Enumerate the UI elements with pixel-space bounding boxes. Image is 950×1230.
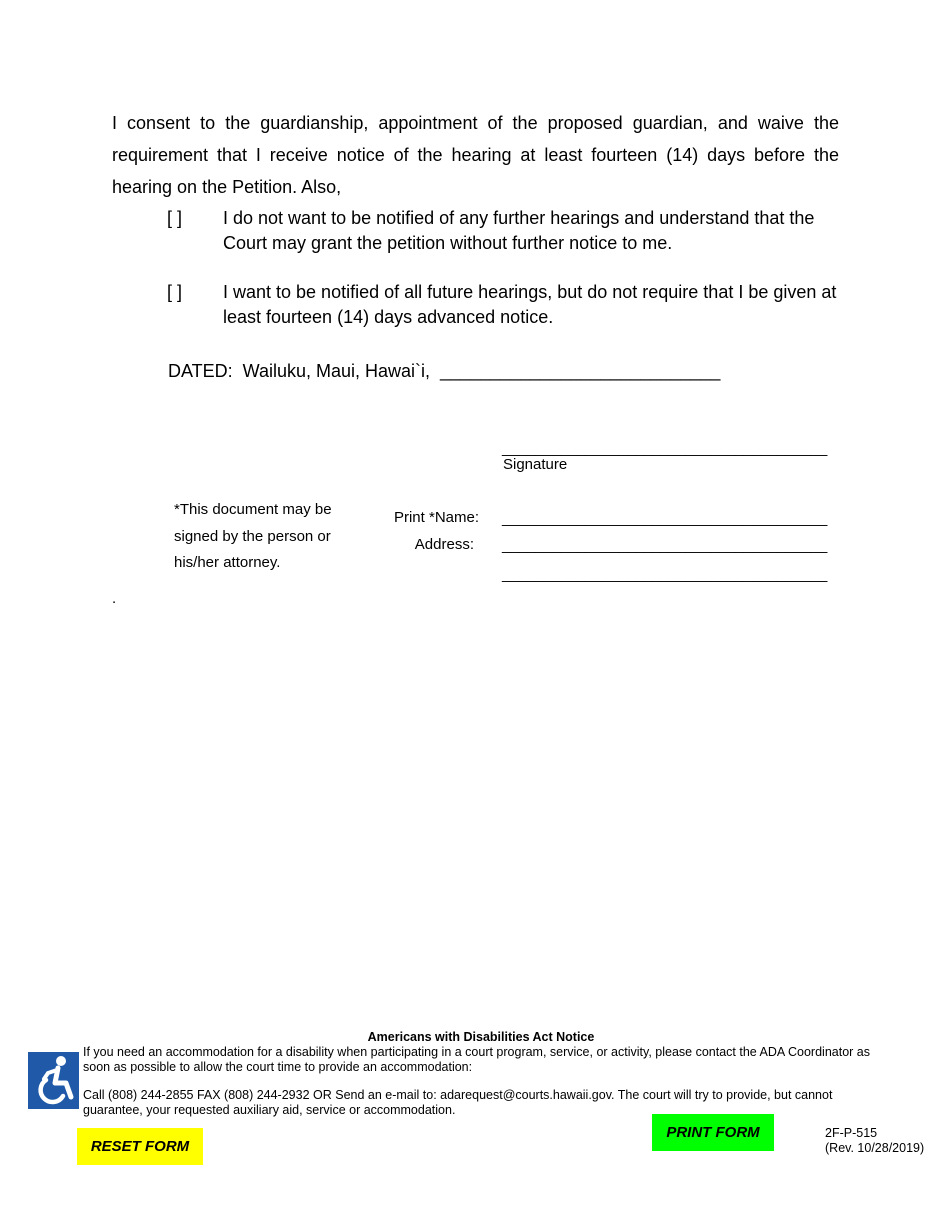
print-name-field[interactable]: _______________________________________ [502, 510, 828, 527]
ada-notice-text-1: If you need an accommodation for a disability when participating in a court program, service, or activity, please contact the ADA Coordinator as soon as possible to allow the court time to provide an accommodation: [83, 1045, 870, 1074]
signer-note: *This document may be signed by the person or his/her attorney. [174, 501, 332, 571]
option-2-text: I want to be notified of all future hearings, but do not require that I be given at least fourteen (14) days advanced notice. [223, 282, 837, 327]
form-code: 2F-P-515 [825, 1126, 878, 1140]
address-label: Address: [414, 536, 474, 553]
form-revision: (Rev. 10/28/2019) [825, 1141, 925, 1155]
form-number [825, 1126, 924, 1156]
address-field-2[interactable]: _______________________________________ [502, 566, 828, 583]
print-name-label: Print *Name: [393, 509, 479, 526]
ada-notice-title: Americans with Disabilities Act Notice [367, 1030, 595, 1044]
ada-notice-text-2: Call (808) 244-2855 FAX (808) 244-2932 OR Send an e-mail to: adarequest@courts.hawaii.gov. The court will try to provide, but cannot guarantee, your requested auxiliary aid, service or accommodation. [83, 1088, 833, 1117]
reset-form-button[interactable]: RESET FORM [77, 1128, 203, 1165]
print-form-button[interactable]: PRINT FORM [652, 1114, 774, 1151]
accessibility-icon [28, 1052, 79, 1109]
signature-label: Signature [503, 456, 568, 473]
option-1-text: I do not want to be notified of any further hearings and understand that the Court may grant the petition without further notice to me. [223, 208, 815, 253]
consent-paragraph: I consent to the guardianship, appointment of the proposed guardian, and waive the requirement that I receive notice of the hearing at least fourteen (14) days before the hearing on the Petition. Also, [112, 113, 839, 197]
address-field-1[interactable]: _______________________________________ [502, 537, 828, 554]
signature-line[interactable]: _______________________________________ [502, 440, 828, 457]
option-2-checkbox[interactable]: [ ] [167, 282, 183, 302]
dated-line[interactable]: DATED: Wailuku, Maui, Hawai`i, ____________________________ [168, 361, 721, 381]
option-1-checkbox[interactable]: [ ] [167, 208, 183, 228]
period-mark: . [112, 590, 117, 607]
